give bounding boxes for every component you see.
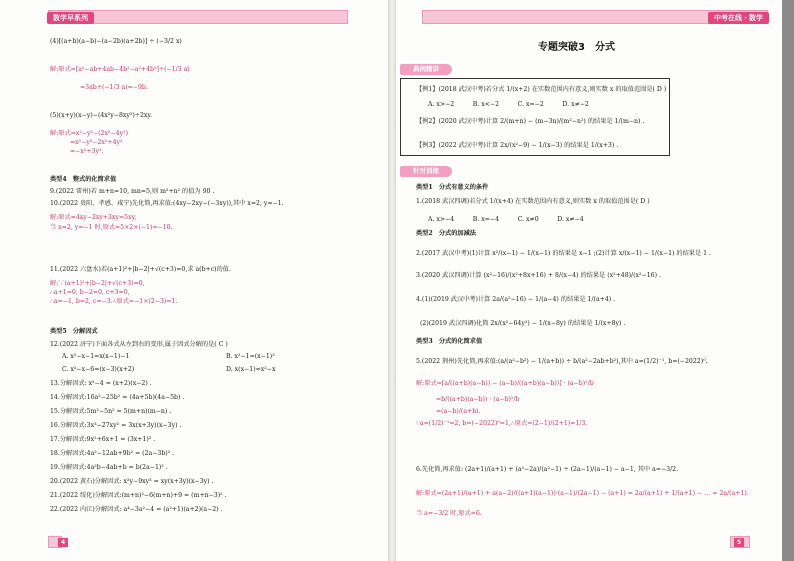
right-text-line: 类型1 分式有意义的条件 (416, 184, 489, 191)
left-text-line: 解:原式=4xy−2xy+3xy=5xy, (50, 214, 137, 221)
right-text-line: =(a−b)/(a+b). (436, 408, 481, 415)
left-text-line: A. x²−x−1=x(x−1)−1 (62, 353, 130, 360)
right-text-line: 解:原式=(2a+1)/(a+1) + a(a−2)/((a+1)(a−1))·(a−1)/(2a−1) − (a+1) = 2a/(a+1) + 1/(a+1) − … = 2a/(a+1). (416, 490, 749, 497)
left-text-line: B. x²−1=(x−1)² (226, 353, 275, 360)
left-text-line: 13.分解因式: x²−4 = (x+2)(x−2) . (50, 380, 152, 387)
right-text-line: 类型3 分式的化简求值 (416, 338, 483, 345)
page-number-left: 4 (58, 538, 68, 547)
left-text-line: 19.分解因式:4a²b−4ab+b = b(2a−1)² . (50, 464, 168, 471)
right-page-header (422, 10, 768, 24)
left-text-line: 17.分解因式:9x²+6x+1 = (3x+1)² . (50, 436, 156, 443)
left-text-line: ∴a=−1, b=2, c=−3.∴原式=−1×(2−3)=1. (50, 298, 178, 305)
tag-practice: 针对训练 (400, 166, 452, 177)
right-text-line: 1.(2018 武汉四调)若分式 1/(x+4) 在实数范围内有意义,则实数 x 的取值范围是( D ) (416, 198, 650, 205)
right-text-line: 当 a=−3/2 时,原式=6. (416, 510, 482, 517)
section-title: 专题突破3 分式 (538, 42, 615, 53)
right-text-line: 2.(2017 武汉中考)(1)计算 x²/(x−1) − 1/(x−1) 的结果是 x−1 ;(2)计算 x/(x−1) − 1/(x−1) 的结果是 1 . (416, 250, 711, 257)
left-text-line: 15.分解因式:5m²−5n² = 5(m+n)(m−n) . (50, 408, 172, 415)
left-text-line: 21.(2022 绥化)分解因式:(m+n)²−6(m+n)+9 = (m+n−3)² . (50, 492, 227, 499)
tag-example: 典例精讲 (400, 64, 452, 75)
left-text-line: =−x²+3y². (70, 148, 104, 155)
left-text-line: 类型5 分解因式 (50, 328, 98, 335)
left-text-line: C. x²−x−6=(x−3)(x+2) (62, 366, 135, 373)
right-text-line: 4.(1)(2019 武汉中考)计算 2a/(a²−16) − 1/(a−4) 的结果是 1/(a+4) . (416, 296, 616, 303)
left-text-line: ∴a+1=0, b−2=0, c+3=0, (50, 289, 130, 296)
left-text-line: 当 x=2, y=−1 时,原式=5×2×(−1)=−10. (50, 224, 173, 231)
right-page (396, 0, 782, 561)
book-gutter (388, 0, 396, 561)
right-text-line: =b/((a+b)(a−b)) · (a−b)²/b (436, 396, 520, 403)
left-text-line: 16.分解因式:3x³−27xy² = 3x(x+3y)(x−3y) . (50, 422, 182, 429)
left-text-line: 解:∵(a+1)²+|b−2|+√(c+3)=0, (50, 280, 145, 287)
series-title-right: 中考在线・数学 (708, 12, 769, 24)
left-page (0, 0, 388, 561)
left-text-line: 12.(2022 济宁)下面各式从左到右的变形,属于因式分解的是( C ) (50, 341, 228, 348)
left-text-line: 解:原式=x²−y²−(2x²−4y²) (50, 130, 128, 137)
left-text-line: 22.(2022 内江)分解因式: a⁴−3a²−4 = (a²+1)(a+2)(a−2) . (50, 506, 223, 513)
left-text-line: =3ab÷(−1/3 a)=−9b. (80, 84, 148, 91)
page-number-right: 5 (734, 538, 744, 547)
right-text-line: 6.先化简,再求值: (2a+1)/(a+1) + (a²−2a)/(a²−1) ÷ (2a−1)/(a−1) − a−1, 其中 a=−3/2. (416, 466, 679, 473)
right-text-line: 解:原式=[a/((a+b)(a−b)) − (a−b)/((a+b)(a−b))] · (a−b)²/b (416, 380, 594, 387)
left-text-line: 20.(2022 黄石)分解因式: x²y−9xy³ = xy(x+3y)(x−3y) . (50, 478, 214, 485)
left-text-line: 18.分解因式:4a²−12ab+9b² = (2a−3b)² . (50, 450, 175, 457)
left-text-line: 10.(2022 贵阳、孝感、咸宁)先化简,再求值:(4xy−2xy−(−3xy)),其中 x=2, y=−1. (50, 200, 284, 207)
right-text-line: A. x>−2 B. x<−2 C. x=−2 D. x≠−2 (428, 101, 589, 108)
left-text-line: 11.(2022 六盘水)若(a+1)²+|b−2|+√(c+3)=0,求 a(b+c)的值. (50, 266, 231, 273)
right-text-line: 【例2】(2020 武汉中考)计算 2/(m+n) − (m−3n)/(m²−n²) 的结果是 1/(m−n) . (416, 118, 645, 125)
right-text-line: 3.(2020 武汉四调)计算 (x²−16)/(x²+8x+16) + 8/(x−4) 的结果是 (x²+48)/(x²−16) . (416, 272, 661, 279)
left-text-line: (5)(x+y)(x−y)−(4x²y−8xy²)÷2xy. (50, 112, 153, 119)
right-text-line: (2)(2019 武汉四调)化简 2x/(x²−64y²) − 1/(x−8y) 的结果是 1/(x+8y) . (420, 320, 626, 327)
left-text-line: D. x(x−1)=x²−x (226, 366, 276, 373)
left-text-line: 9.(2022 雷州)若 m+n=10, mn=5,则 m²+n² 的值为 90 . (50, 188, 215, 195)
right-text-line: ∵a=(1/2)⁻¹=2, b=(−2022)⁰=1,∴原式=(2−1)/(2+1)=1/3. (416, 420, 588, 427)
left-page-header (48, 10, 348, 24)
right-text-line: 【例3】(2022 武汉中考)计算 2x/(x²−9) − 1/(x−3) 的结果是 1/(x+3) . (416, 142, 619, 149)
left-text-line: =x²−y²−2x²+4y² (70, 139, 123, 146)
right-text-line: A. x>−4 B. x=−4 C. x≠0 D. x≠−4 (428, 216, 584, 223)
book-edge (782, 0, 794, 561)
right-text-line: 【例1】(2018 武汉中考)若分式 1/(x+2) 在实数范围内有意义,则实数 x 的取值范围是( D ) (416, 86, 667, 93)
left-text-line: 类型4 整式的化简求值 (50, 176, 117, 183)
left-text-line: 14.分解因式:16a²−25b² = (4a+5b)(4a−5b) . (50, 394, 185, 401)
left-text-line: (4)[(a+b)(a−b)−(a−2b)(a+2b)] ÷ (−3/2 x) (50, 38, 182, 45)
series-title: 数学早系列 (47, 12, 94, 24)
left-text-line: 解:原式=[a²−ab+4ab−4b²−a²+4b²]÷(−1/3 a) (50, 66, 190, 73)
right-text-line: 5.(2022 荆州)先化简,再求值:(a/(a²−b²) − 1/(a+b)) ÷ b/(a²−2ab+b²),其中 a=(1/2)⁻¹, b=(−2022)⁰. (416, 358, 708, 365)
right-text-line: 类型2 分式的加减法 (416, 230, 476, 237)
